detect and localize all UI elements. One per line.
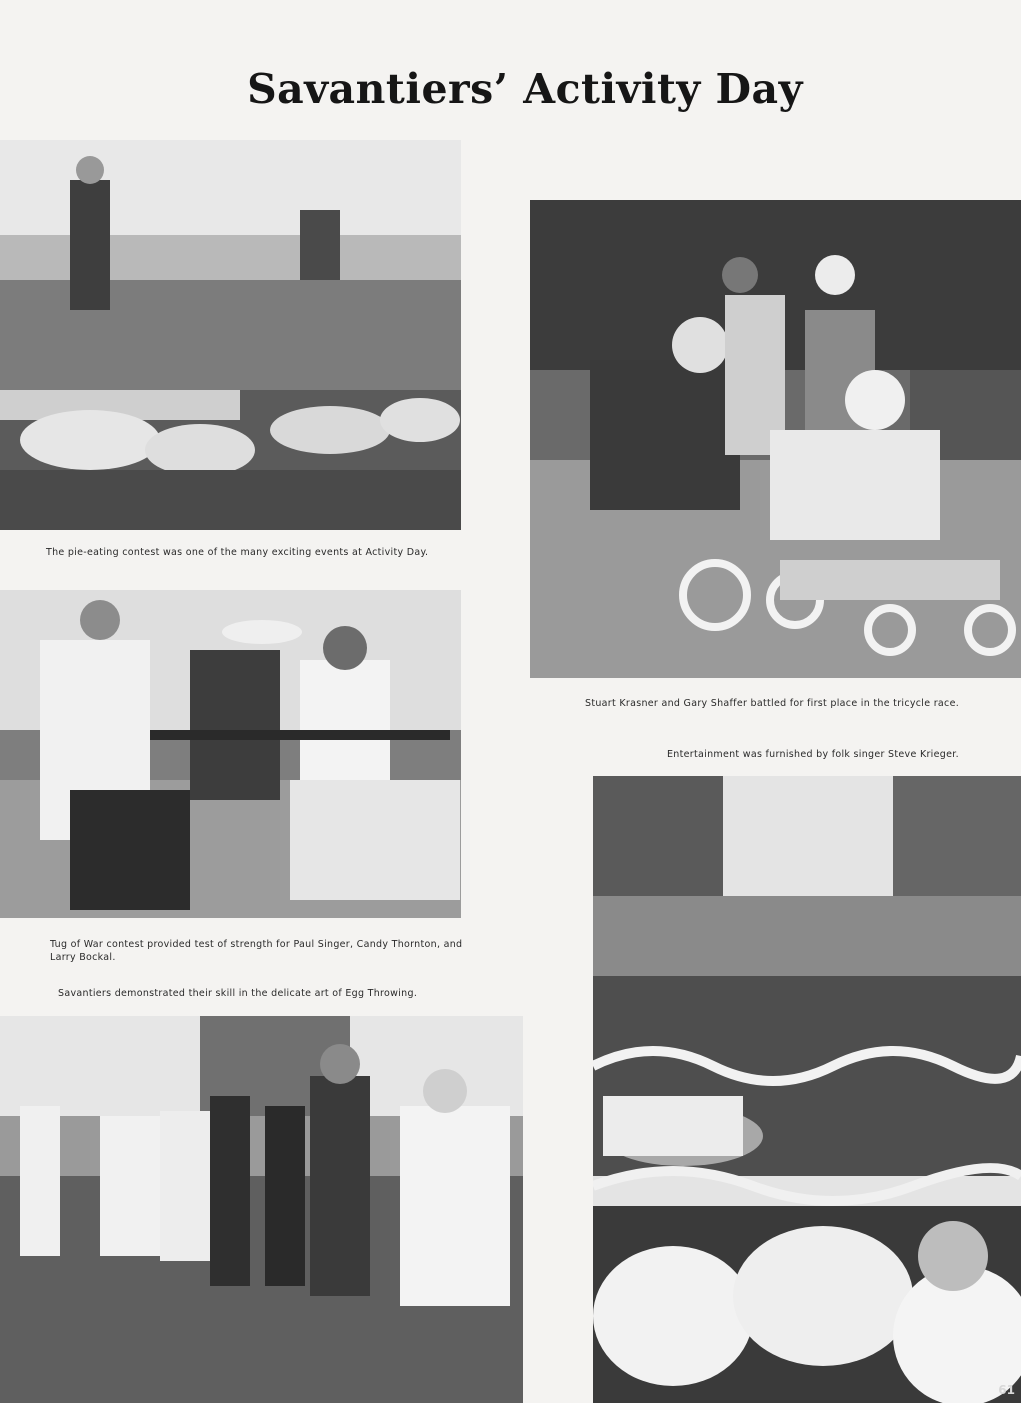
- pie-eating-caption: The pie-eating contest was one of the many exciting events at Activity Day.: [46, 547, 429, 558]
- pie-eating-photo: [0, 140, 461, 530]
- egg-throwing-caption: Savantiers demonstrated their skill in the delicate art of Egg Throwing.: [58, 988, 418, 999]
- folk-singer-caption: Entertainment was furnished by folk singer Steve Krieger.: [667, 749, 959, 760]
- tricycle-race-caption: Stuart Krasner and Gary Shaffer battled for first place in the tricycle race.: [585, 698, 960, 709]
- egg-throwing-photo: [0, 1016, 523, 1403]
- tug-of-war-caption: Tug of War contest provided test of strength for Paul Singer, Candy Thornton, and Larry Bockal.: [50, 939, 463, 963]
- page-title: Savantiers’ Activity Day: [247, 65, 803, 114]
- tug-of-war-photo: [0, 590, 461, 918]
- tricycle-race-photo: [530, 200, 1021, 678]
- folk-singer-photo: [593, 776, 1021, 1403]
- page-number: 61: [998, 1383, 1015, 1397]
